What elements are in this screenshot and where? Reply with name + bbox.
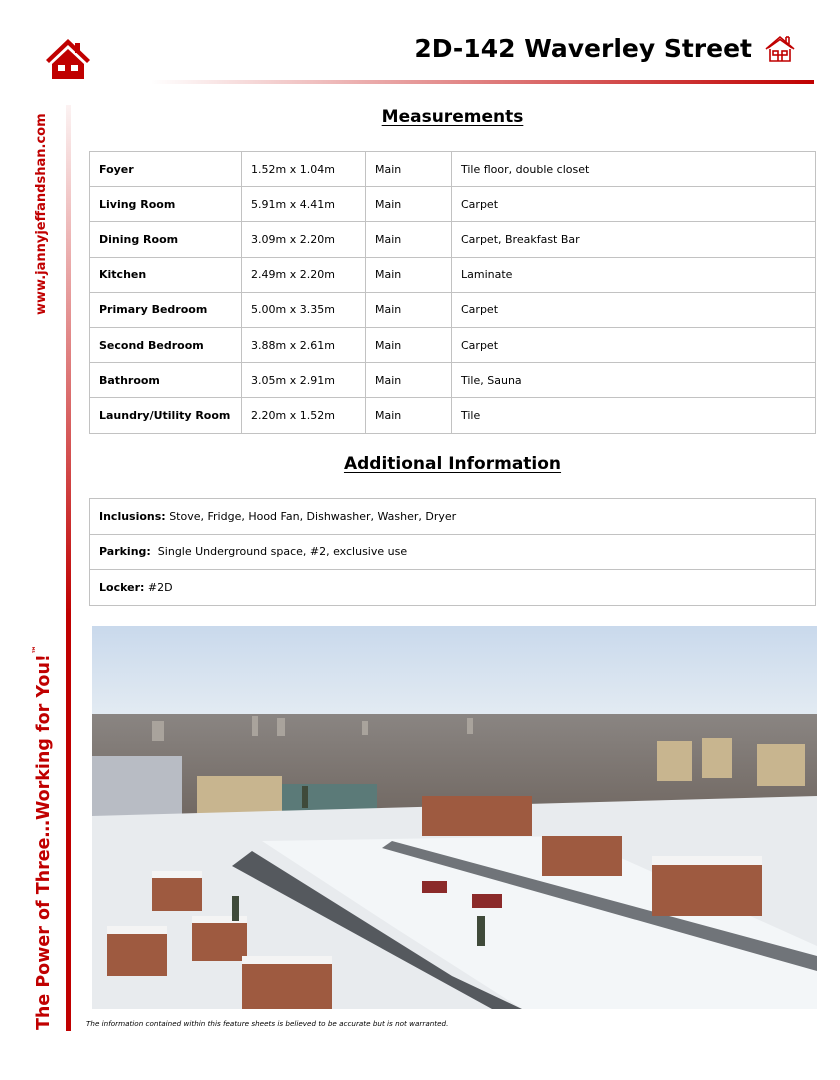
room-dimensions: 3.88m x 2.61m — [242, 327, 366, 362]
info-cell — [90, 499, 816, 535]
room-notes: Carpet — [452, 187, 816, 222]
room-name: Primary Bedroom — [90, 292, 242, 327]
website-link[interactable]: www.jannyjeffandshan.com — [34, 113, 49, 315]
trademark-symbol: ™ — [32, 645, 42, 655]
room-name: Kitchen — [90, 257, 242, 292]
room-name: Laundry/Utility Room — [90, 398, 242, 433]
info-label: Locker: — [99, 580, 145, 594]
room-name: Second Bedroom — [90, 327, 242, 362]
room-notes: Carpet — [452, 327, 816, 362]
measurement-row — [90, 257, 816, 292]
info-cell — [90, 570, 816, 606]
room-name: Bathroom — [90, 363, 242, 398]
tagline — [34, 645, 54, 1030]
header-divider — [150, 80, 814, 84]
room-dimensions: 2.20m x 1.52m — [242, 398, 366, 433]
room-notes: Carpet — [452, 292, 816, 327]
info-value: Stove, Fridge, Hood Fan, Dishwasher, Washer, Dryer — [165, 509, 457, 523]
room-level: Main — [366, 222, 452, 257]
room-notes: Tile — [452, 398, 816, 433]
disclaimer-text: The information contained within this feature sheets is believed to be accurate but is not warranted. — [86, 1019, 449, 1028]
house-outline-icon — [764, 35, 796, 63]
room-notes: Tile, Sauna — [452, 363, 816, 398]
info-row — [90, 570, 816, 606]
room-dimensions: 2.49m x 2.20m — [242, 257, 366, 292]
room-notes: Tile floor, double closet — [452, 152, 816, 187]
room-dimensions: 3.09m x 2.20m — [242, 222, 366, 257]
info-value: #2D — [144, 580, 173, 594]
page-title: 2D-142 Waverley Street — [414, 34, 752, 63]
info-row — [90, 499, 816, 535]
room-dimensions: 1.52m x 1.04m — [242, 152, 366, 187]
info-label: Parking: — [99, 545, 151, 559]
room-notes: Laminate — [452, 257, 816, 292]
measurement-row — [90, 292, 816, 327]
room-level: Main — [366, 363, 452, 398]
measurement-row — [90, 152, 816, 187]
measurement-row — [90, 398, 816, 433]
measurements-table — [89, 151, 816, 434]
measurement-row — [90, 187, 816, 222]
measurement-row — [90, 222, 816, 257]
room-level: Main — [366, 398, 452, 433]
room-level: Main — [366, 257, 452, 292]
info-cell — [90, 534, 816, 570]
room-name: Foyer — [90, 152, 242, 187]
room-level: Main — [366, 187, 452, 222]
room-dimensions: 5.91m x 4.41m — [242, 187, 366, 222]
info-row — [90, 534, 816, 570]
additional-info-table — [89, 498, 816, 606]
room-name: Living Room — [90, 187, 242, 222]
house-solid-icon — [44, 38, 92, 80]
sidebar-divider — [66, 105, 71, 1031]
measurement-row — [90, 363, 816, 398]
info-value: Single Underground space, #2, exclusive use — [150, 545, 408, 559]
property-view-photo — [92, 626, 817, 1009]
room-notes: Carpet, Breakfast Bar — [452, 222, 816, 257]
room-level: Main — [366, 152, 452, 187]
room-level: Main — [366, 292, 452, 327]
measurements-heading: Measurements — [381, 107, 524, 127]
tagline-text: The Power of Three…Working for You! — [34, 654, 54, 1030]
additional-info-heading: Additional Information — [343, 454, 562, 474]
measurement-row — [90, 327, 816, 362]
info-label: Inclusions: — [99, 509, 166, 523]
room-level: Main — [366, 327, 452, 362]
room-dimensions: 3.05m x 2.91m — [242, 363, 366, 398]
room-name: Dining Room — [90, 222, 242, 257]
room-dimensions: 5.00m x 3.35m — [242, 292, 366, 327]
